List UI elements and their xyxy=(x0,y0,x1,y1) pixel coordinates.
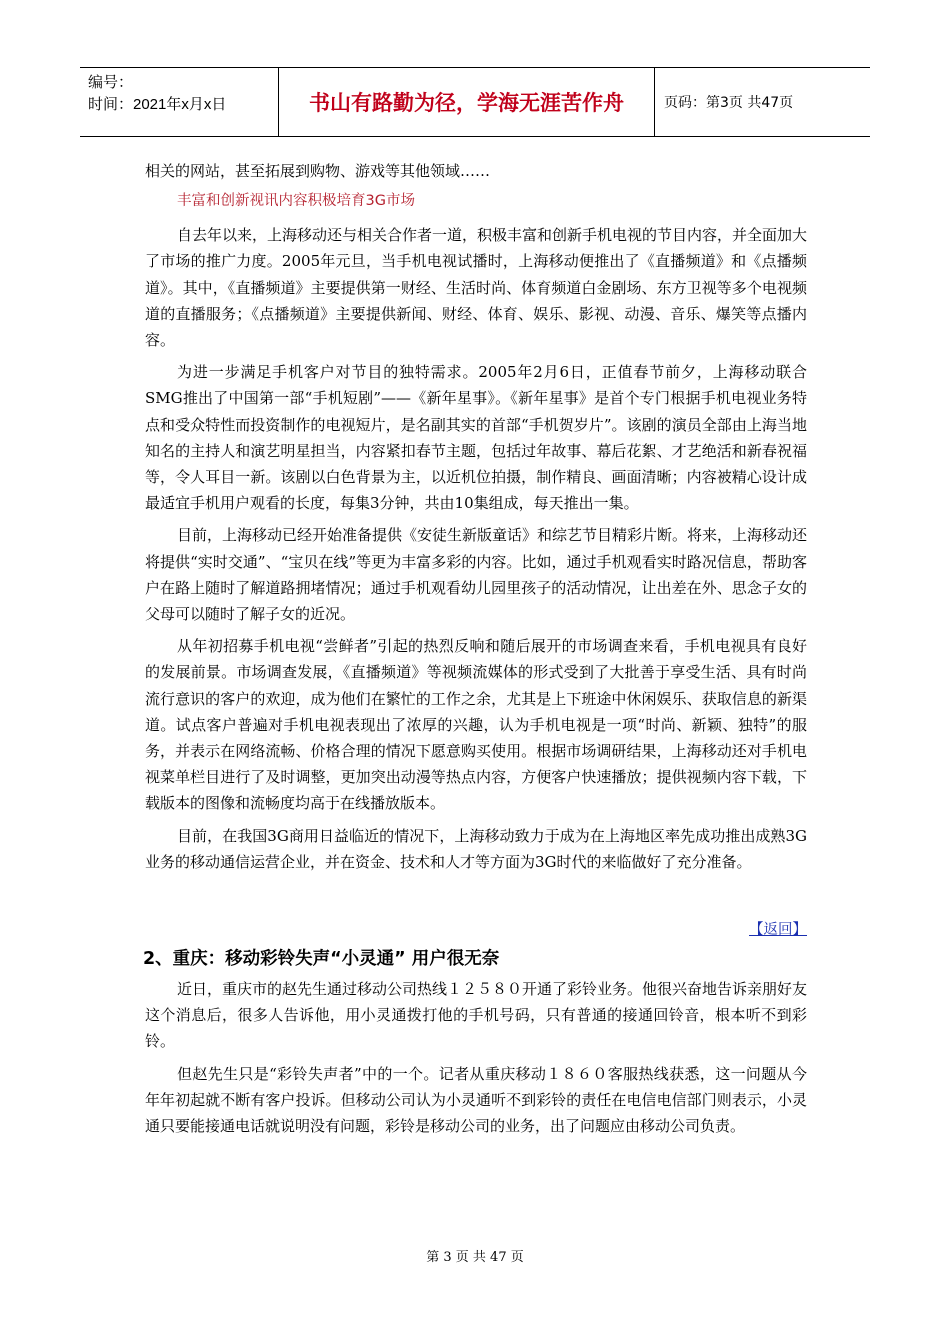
lead-line: 相关的网站，甚至拓展到购物、游戏等其他领域…… xyxy=(145,162,491,180)
doc-number-label: 编号： xyxy=(88,74,134,91)
doc-time-label: 时间：2021年x月x日 xyxy=(88,96,227,113)
header-page-label: 页码：第3页 共47页 xyxy=(664,95,794,111)
back-link-row xyxy=(145,919,807,940)
page-header xyxy=(80,67,870,137)
paragraph: 近日，重庆市的赵先生通过移动公司热线１２５８０开通了彩铃业务。他很兴奋地告诉亲朋好友这个消息后，很多人告诉他，用小灵通拨打他的手机号码，只有普通的接通回铃音，根本听不到彩铃。 xyxy=(145,980,808,1051)
paragraph: 自去年以来，上海移动还与相关合作者一道，积极丰富和创新手机电视的节目内容，并全面加大了市场的推广力度。2005年元旦，当手机电视试播时，上海移动便推出了《直播频道》和《点播频道》。其中，《直播频道》主要提供第一财经、生活时尚、体育频道白金剧场、东方卫视等多个电视频道的直播服务；《点播频道》主要提供新闻、财经、体育、娱乐、影视、动漫、音乐、爆笑等点播内容。 xyxy=(145,226,808,350)
sub-heading: 丰富和创新视讯内容积极培育3G市场 xyxy=(177,193,415,210)
header-meta-cell xyxy=(80,68,279,136)
back-link[interactable]: 【返回】 xyxy=(749,922,807,939)
paragraph: 从年初招募手机电视“尝鲜者”引起的热烈反响和随后展开的市场调查来看，手机电视具有良好的发展前景。市场调查发展，《直播频道》等视频流媒体的形式受到了大批善于享受生活、具有时尚流行意识的客户的欢迎，成为他们在繁忙的工作之余，尤其是上下班途中休闲娱乐、获取信息的新渠道。试点客户普遍对手机电视表现出了浓厚的兴趣，认为手机电视是一项“时尚、新颖、独特”的服务，并表示在网络流畅、价格合理的情况下愿意购买使用。根据市场调研结果，上海移动还对手机电视菜单栏目进行了及时调整，更加突出动漫等热点内容，方便客户快速播放；提供视频内容下载，下载版本的图像和流畅度均高于在线播放版本。 xyxy=(145,637,807,813)
page-footer: 第 3 页 共 47 页 xyxy=(426,1250,524,1265)
paragraph: 目前，上海移动已经开始准备提供《安徒生新版童话》和综艺节目精彩片断。将来，上海移动还将提供“实时交通”、“宝贝在线”等更为丰富多彩的内容。比如，通过手机观看实时路况信息，帮助客户在路上随时了解道路拥堵情况；通过手机观看幼儿园里孩子的活动情况，让出差在外、思念子女的父母可以随时了解子女的近况。 xyxy=(145,526,808,624)
paragraph: 目前，在我国3G商用日益临近的情况下，上海移动致力于成为在上海地区率先成功推出成熟3G业务的移动通信运营企业，并在资金、技术和人才等方面为3G时代的来临做好了充分准备。 xyxy=(145,826,807,871)
paragraph: 但赵先生只是“彩铃失声者”中的一个。记者从重庆移动１８６０客服热线获悉，这一问题从今年年初起就不断有客户投诉。但移动公司认为小灵通听不到彩铃的责任在电信电信部门则表示，小灵通只要能接通电话就说明没有问题，彩铃是移动公司的业务，出了问题应由移动公司负责。 xyxy=(145,1064,807,1136)
paragraph: 为进一步满足手机客户对节目的独特需求。2005年2月6日，正值春节前夕，上海移动联合SMG推出了中国第一部“手机短剧”——《新年星事》。《新年星事》是首个专门根据手机电视业务特点和受众特性而投资制作的电视短片，是名副其实的首部“手机贺岁片”。该剧的演员全部由上海当地知名的主持人和演艺明星担当，内容紧扣春节主题，包括过年故事、幕后花絮、才艺绝活和新春祝福等，令人耳目一新。该剧以白色背景为主，以近机位拍摄，制作精良、画面清晰；内容被精心设计成最适宜手机用户观看的长度，每集3分钟，共由10集组成，每天推出一集。 xyxy=(145,363,807,513)
header-motto: 书山有路勤为径，学海无涯苦作舟 xyxy=(279,68,655,136)
document-body xyxy=(145,158,807,1145)
section-title: 2、重庆：移动彩铃失声“小灵通” 用户很无奈 xyxy=(143,949,500,970)
